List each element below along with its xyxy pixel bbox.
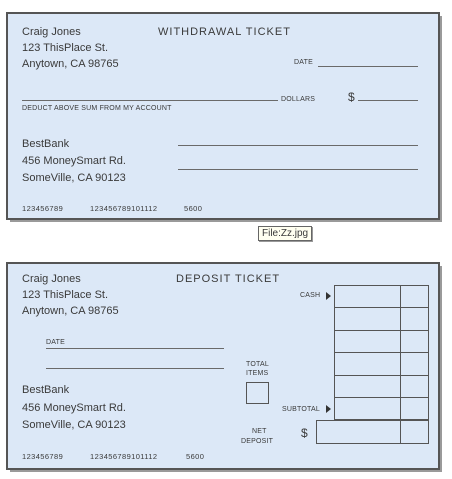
total-items-label-line2: ITEMS [246,370,269,377]
cash-arrow-icon [326,292,331,300]
subtotal-label: SUBTOTAL [282,406,320,413]
routing-number: 123456789 [22,452,64,461]
account-holder-address-line1: 123 ThisPlace St. [22,289,109,301]
date-line[interactable] [318,66,418,67]
bank-address-line2: SomeVille, CA 90123 [22,172,126,184]
account-holder-address-line1: 123 ThisPlace St. [22,42,109,54]
signature-line-2[interactable] [178,169,418,170]
withdrawal-ticket-title: WITHDRAWAL TICKET [158,26,291,38]
dollar-sign: $ [348,90,355,104]
amount-line[interactable] [358,100,418,101]
dollar-sign: $ [301,426,308,440]
file-caption[interactable]: File:Zz.jpg [258,226,312,241]
net-deposit-box[interactable] [316,420,429,444]
cash-label: CASH [300,292,321,299]
dollars-label: DOLLARS [281,96,316,103]
account-holder-name: Craig Jones [22,26,81,38]
date-line[interactable] [46,348,224,349]
amount-words-line[interactable] [22,100,278,101]
net-deposit-label-line1: NET [252,428,267,435]
account-holder-address-line2: Anytown, CA 98765 [22,305,119,317]
bank-address-line1: 456 MoneySmart Rd. [22,402,126,414]
bank-name: BestBank [22,384,70,396]
check-number: 5600 [186,452,205,461]
signature-line-1[interactable] [178,145,418,146]
deduct-label: DEDUCT ABOVE SUM FROM MY ACCOUNT [22,105,172,112]
date-label: DATE [294,59,313,66]
net-deposit-label-line2: DEPOSIT [241,438,274,445]
account-number: 123456789101112 [90,204,158,213]
bank-name: BestBank [22,138,70,150]
total-items-box[interactable] [246,382,269,404]
account-holder-name: Craig Jones [22,273,81,285]
deposit-amount-grid[interactable] [334,285,429,420]
deposit-ticket [6,262,440,470]
account-holder-address-line2: Anytown, CA 98765 [22,58,119,70]
withdrawal-ticket [6,12,440,220]
account-number: 123456789101112 [90,452,158,461]
deposit-ticket-title: DEPOSIT TICKET [176,273,281,285]
date-label: DATE [46,339,65,346]
subtotal-arrow-icon [326,405,331,413]
total-items-label-line1: TOTAL [246,361,269,368]
bank-address-line2: SomeVille, CA 90123 [22,419,126,431]
check-number: 5600 [184,204,203,213]
routing-number: 123456789 [22,204,64,213]
bank-address-line1: 456 MoneySmart Rd. [22,155,126,167]
extra-line[interactable] [46,368,224,369]
